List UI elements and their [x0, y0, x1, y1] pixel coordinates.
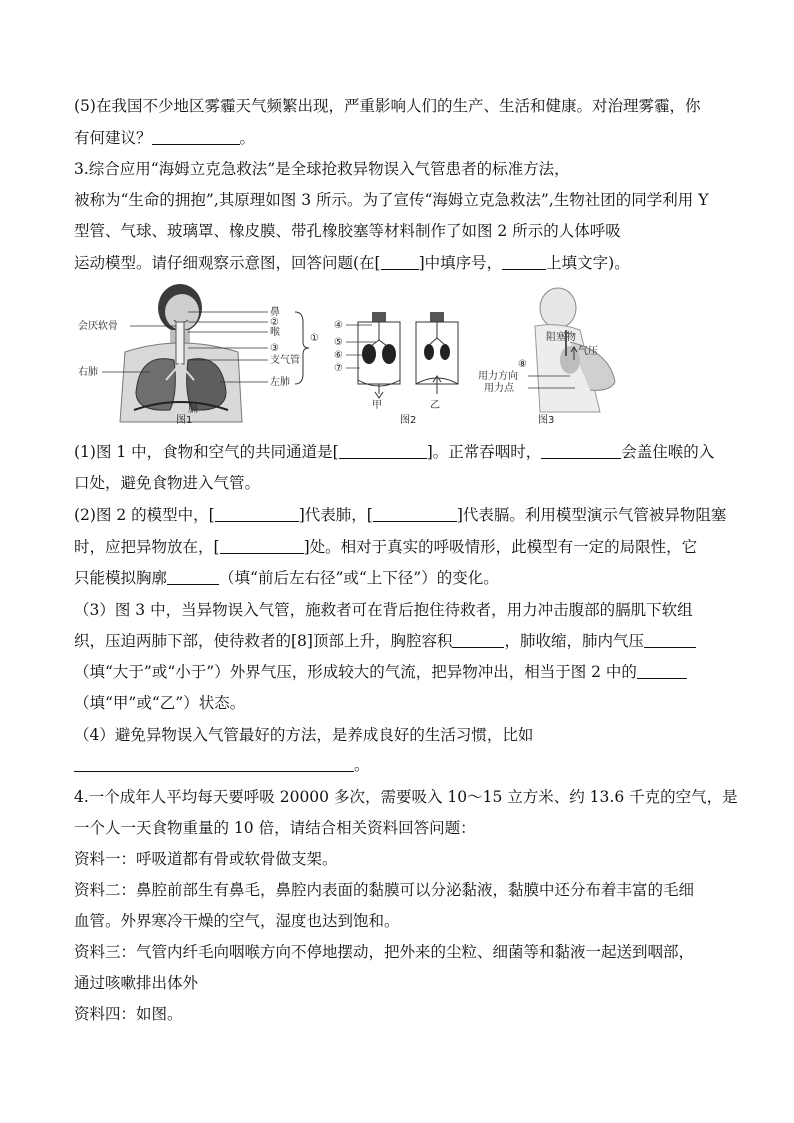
- q4-material-1: 资料一：呼吸道都有骨或软骨做支架。: [74, 850, 338, 868]
- q3-p2d: 时，应把异物放在，[: [74, 538, 220, 556]
- q3-part2-line2: [74, 536, 697, 558]
- label-1: ①: [310, 333, 319, 344]
- label-bronchus: 支气管: [270, 355, 300, 366]
- q3-p1c: 会盖住喉的入: [621, 443, 715, 461]
- label-larynx: 喉: [270, 327, 280, 338]
- q3-p1b: ]。正常吞咽时，: [426, 443, 542, 461]
- label-8: ⑧: [518, 359, 527, 370]
- label-blockage: 阻塞物: [546, 332, 576, 343]
- label-epiglottis: 会厌软骨: [78, 321, 118, 332]
- q5-line1: (5)在我国不少地区雾霾天气频繁出现，严重影响人们的生产、生活和健康。对治理雾霾，你: [74, 97, 701, 115]
- answer-blank[interactable]: [502, 253, 546, 270]
- answer-blank[interactable]: [373, 505, 457, 522]
- answer-blank[interactable]: [220, 537, 304, 554]
- q3-part3-line2: [74, 630, 696, 652]
- q3-part4-line2: [74, 754, 370, 776]
- answer-blank[interactable]: [637, 662, 687, 679]
- q3-part2-line3: [74, 567, 499, 589]
- q3-p1a: (1)图 1 中，食物和空气的共同通道是[: [74, 443, 339, 461]
- label-air-pressure: 气压: [578, 346, 598, 357]
- q4-material-3a: 资料三：气管内纤毛向咽喉方向不停地摆动，把外来的尘粒、细菌等和黏液一起送到咽部，: [74, 943, 695, 961]
- figure-2-lung-model: [334, 312, 458, 426]
- answer-blank[interactable]: [74, 755, 354, 772]
- q5-text: 有何建议？: [74, 129, 152, 147]
- answer-blank[interactable]: [339, 442, 427, 459]
- answer-blank[interactable]: [215, 505, 299, 522]
- label-right-lung: 右肺: [78, 367, 98, 378]
- figure-3-caption: 图3: [538, 415, 555, 426]
- label-diaphragm: 膈: [188, 404, 198, 415]
- label-2: ②: [270, 317, 279, 328]
- label-4: ④: [334, 320, 343, 331]
- q4-material-2a: 资料二：鼻腔前部生有鼻毛，鼻腔内表面的黏膜可以分泌黏液，黏膜中还分布着丰富的毛细: [74, 881, 695, 899]
- q4-line2: 一个人一天食物重量的 10 倍，请结合相关资料回答问题：: [74, 819, 476, 837]
- q3-part3-line3: [74, 661, 687, 683]
- q3-p2b: ]代表肺，[: [298, 506, 373, 524]
- q3-p3d: （填“大于”或“小于”）外界气压，形成较大的气流，把异物冲出，相当于图 2 中的: [74, 663, 637, 681]
- q3-part3-line4: （填“甲”或“乙”）状态。: [74, 694, 246, 712]
- label-yi: 乙: [430, 400, 440, 411]
- q3-intro-4b: ]中填序号，: [418, 254, 503, 272]
- q3-p3c: ，肺收缩，肺内气压: [504, 632, 644, 650]
- answer-blank[interactable]: [167, 568, 219, 585]
- label-7: ⑦: [334, 363, 343, 374]
- respiratory-figure: [70, 282, 630, 427]
- label-force-direction: 用力方向: [478, 371, 518, 382]
- q3-intro-4: [74, 252, 630, 274]
- q5-end: 。: [239, 129, 256, 147]
- q3-part2-line1: [74, 504, 726, 526]
- q3-p2f: 只能模拟胸廓: [74, 569, 168, 587]
- q3-part1-line1: [74, 441, 714, 463]
- q3-intro-4a: 运动模型。请仔细观察示意图，回答问题(在[: [74, 254, 381, 272]
- answer-blank[interactable]: [152, 128, 240, 145]
- label-force-point: 用力点: [484, 383, 514, 394]
- figure-3-heimlich: [478, 288, 615, 426]
- q5-line2: [74, 127, 255, 149]
- q4-line1: 4.一个成年人平均每天要呼吸 20000 多次，需要吸入 10～15 立方米、约 13.6 千克的空气，是: [74, 788, 738, 806]
- label-nose: 鼻: [270, 307, 280, 318]
- label-6: ⑥: [334, 350, 343, 361]
- q3-p2c: ]代表膈。利用模型演示气管被异物阻塞: [456, 506, 727, 524]
- answer-blank[interactable]: [644, 631, 696, 648]
- q3-p4b: 。: [354, 756, 370, 774]
- q3-p2g: （填“前后左右径”或“上下径”）的变化。: [219, 569, 499, 587]
- q3-intro-1: 3.综合应用“海姆立克急救法”是全球抢救异物误入气管患者的标准方法，: [74, 160, 570, 178]
- q3-p2e: ]处。相对于真实的呼吸情形，此模型有一定的局限性，它: [303, 538, 698, 556]
- q3-p2a: (2)图 2 的模型中，[: [74, 506, 215, 524]
- label-jia: 甲: [372, 400, 382, 411]
- figure-1-caption: 图1: [176, 415, 193, 426]
- label-left-lung: 左肺: [270, 377, 290, 388]
- q3-p3b: 织，压迫两肺下部，使待救者的[8]顶部上升，胸腔容积: [74, 632, 453, 650]
- label-3: ③: [270, 343, 279, 354]
- answer-blank[interactable]: [541, 442, 621, 459]
- q4-material-4: 资料四：如图。: [74, 1005, 183, 1023]
- q3-intro-2: 被称为“生命的拥抱”,其原理如图 3 所示。为了宣传“海姆立克急救法”,生物社团的同学利用 Y: [74, 191, 709, 209]
- q3-part1-line2: 口处，避免食物进入气管。: [74, 474, 261, 492]
- q3-intro-3: 型管、气球、玻璃罩、橡皮膜、带孔橡胶塞等材料制作了如图 2 所示的人体呼吸: [74, 222, 621, 240]
- q3-part4-line1: （4）避免异物误入气管最好的方法，是养成良好的生活习惯，比如: [74, 726, 534, 744]
- figure-1-respiratory-system: [78, 284, 319, 426]
- label-5: ⑤: [334, 337, 343, 348]
- answer-blank[interactable]: [381, 253, 419, 270]
- answer-blank[interactable]: [452, 631, 504, 648]
- q3-intro-4c: 上填文字)。: [546, 254, 630, 272]
- figure-2-caption: 图2: [400, 415, 417, 426]
- q4-material-3b: 通过咳嗽排出体外: [74, 974, 199, 992]
- q4-material-2b: 血管。外界寒冷干燥的空气，湿度也达到饱和。: [74, 912, 400, 930]
- q3-part3-line1: （3）图 3 中，当异物误入气管，施救者可在背后抱住待救者，用力冲击腹部的膈肌下软组: [74, 601, 693, 619]
